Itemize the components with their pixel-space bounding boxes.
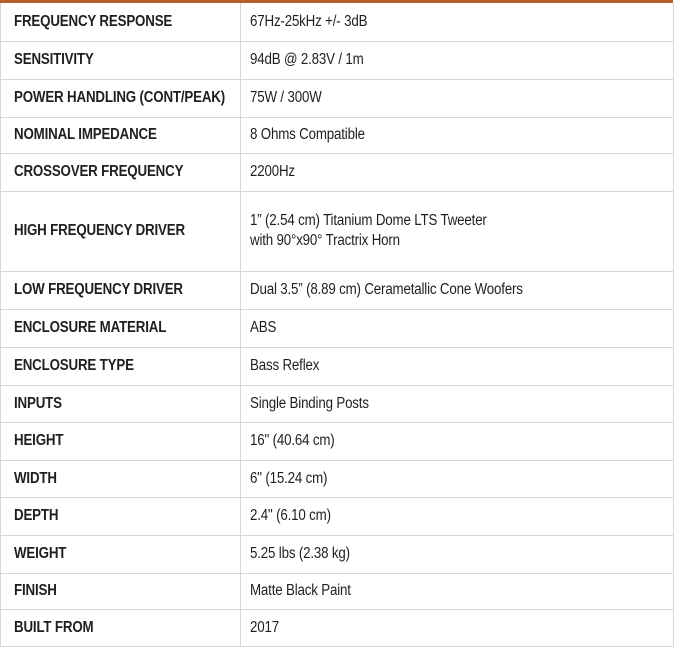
spec-label-text: ENCLOSURE TYPE [14,357,134,374]
spec-label [1,153,241,191]
spec-value-text: Matte Black Paint [250,582,351,599]
spec-value-text: 2017 [250,618,279,636]
spec-value [241,191,674,271]
spec-value-text: 6" (15.24 cm) [250,469,328,487]
spec-row-high-frequency-driver [1,191,674,271]
spec-row-finish [1,573,674,609]
spec-value [241,79,674,117]
spec-label [1,385,241,422]
spec-value-text: 2.4" (6.10 cm) [250,507,331,524]
spec-label [1,347,241,385]
spec-value-text: ABS [250,319,277,336]
spec-row-built-from [1,609,674,646]
spec-label-text: POWER HANDLING (CONT/PEAK) [14,89,226,106]
spec-value [241,573,674,609]
spec-label-text: SENSITIVITY [14,51,94,68]
spec-row-frequency-response [1,3,674,41]
spec-label-text: NOMINAL IMPEDANCE [14,126,157,143]
spec-value [241,41,674,79]
spec-row-weight [1,535,674,573]
spec-label-text: FINISH [14,582,57,599]
spec-value-text: 67Hz-25kHz +/- 3dB [250,12,368,30]
spec-label [1,271,241,309]
spec-row-nominal-impedance [1,117,674,153]
spec-value [241,153,674,191]
spec-label-text: HIGH FREQUENCY DRIVER [14,222,185,239]
spec-label [1,573,241,609]
spec-row-width [1,460,674,497]
spec-row-enclosure-material [1,309,674,347]
spec-table [0,3,674,647]
spec-label [1,41,241,79]
spec-label-text: CROSSOVER FREQUENCY [14,163,184,180]
spec-label-text: DEPTH [14,507,59,524]
spec-value-text: Bass Reflex [250,357,320,374]
spec-value-text: Single Binding Posts [250,394,369,412]
spec-label [1,309,241,347]
spec-label-text: WIDTH [14,469,57,487]
spec-value [241,309,674,347]
spec-label-text: LOW FREQUENCY DRIVER [14,281,183,298]
spec-row-inputs [1,385,674,422]
spec-value-text-line2: with 90°x90° Tractrix Horn [250,232,400,249]
spec-label [1,422,241,460]
spec-label [1,3,241,41]
spec-value [241,460,674,497]
spec-value [241,535,674,573]
spec-label [1,191,241,271]
spec-label-text: BUILT FROM [14,618,94,636]
spec-label [1,79,241,117]
spec-value [241,347,674,385]
spec-label [1,497,241,535]
spec-value [241,271,674,309]
spec-row-depth [1,497,674,535]
spec-value [241,117,674,153]
spec-row-crossover-frequency [1,153,674,191]
spec-value [241,3,674,41]
spec-value-text: 1” (2.54 cm) Titanium Dome LTS Tweeter [250,212,487,229]
spec-row-enclosure-type [1,347,674,385]
spec-label-text: ENCLOSURE MATERIAL [14,319,167,336]
spec-value-text: 75W / 300W [250,89,322,106]
spec-label [1,535,241,573]
spec-row-height [1,422,674,460]
spec-value [241,385,674,422]
spec-value [241,497,674,535]
spec-value-text: 8 Ohms Compatible [250,126,365,143]
spec-value-text: Dual 3.5” (8.89 cm) Cerametallic Cone Woofers [250,281,523,298]
spec-value-text: 16" (40.64 cm) [250,432,335,449]
spec-label-text: HEIGHT [14,432,64,449]
spec-label-text: INPUTS [14,394,62,412]
spec-value-text: 5.25 lbs (2.38 kg) [250,545,350,562]
spec-label [1,609,241,646]
spec-label [1,117,241,153]
spec-row-low-frequency-driver [1,271,674,309]
spec-label [1,460,241,497]
spec-value [241,422,674,460]
spec-label-text: FREQUENCY RESPONSE [14,12,173,30]
spec-value [241,609,674,646]
spec-row-power-handling [1,79,674,117]
spec-row-sensitivity [1,41,674,79]
spec-value-text: 2200Hz [250,163,295,180]
spec-value-text: 94dB @ 2.83V / 1m [250,51,364,68]
spec-label-text: WEIGHT [14,545,67,562]
